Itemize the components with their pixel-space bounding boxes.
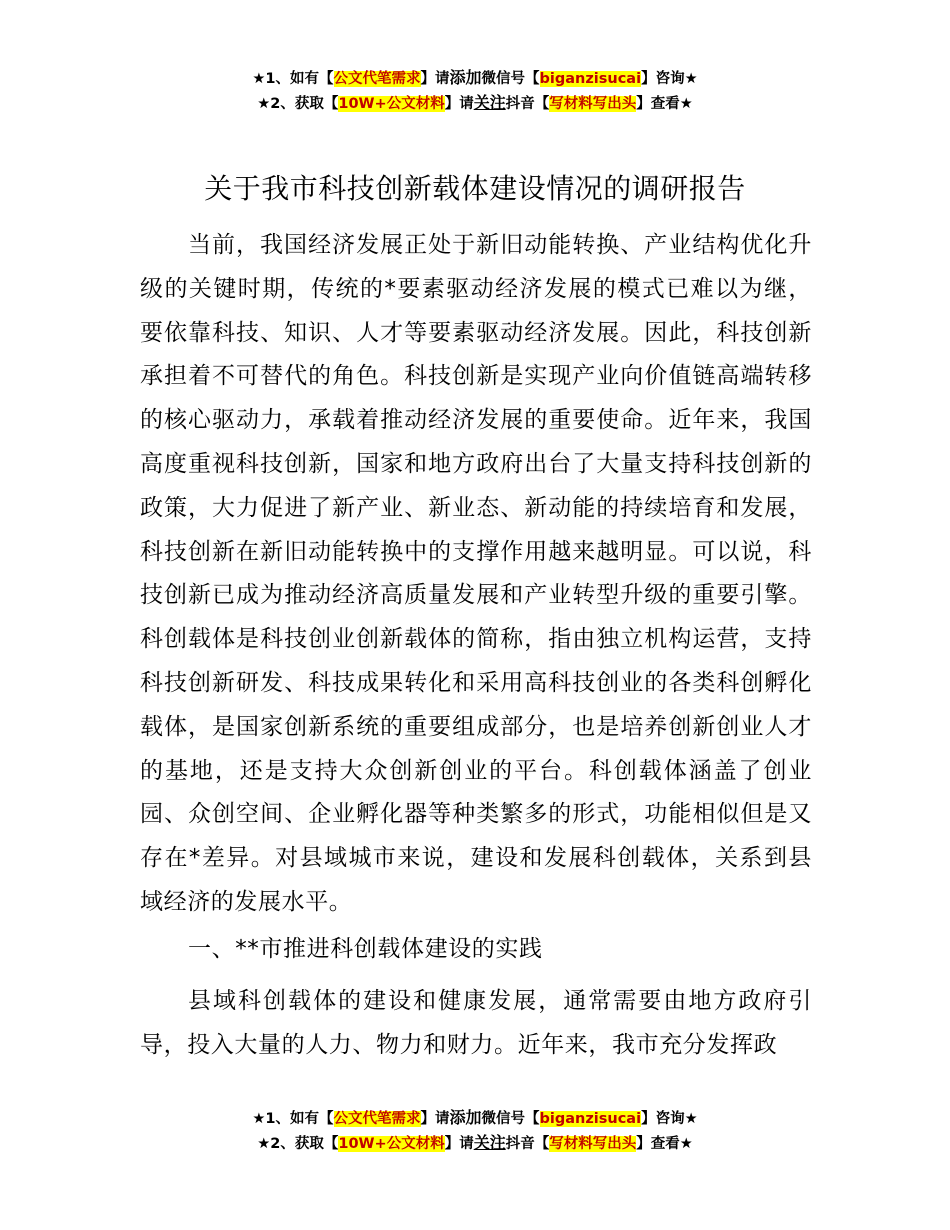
- banner-highlight: 10W+公文材料: [338, 1136, 445, 1152]
- paragraph: 当前，我国经济发展正处于新旧动能转换、产业结构优化升级的关键时期，传统的*要素驱动经济发展的模式已难以为继，要依靠科技、知识、人才等要素驱动经济发展。因此，科技创新承担着不可替代的角色。科技创新是实现产业向价值链高端转移的核心驱动力，承载着推动经济发展的重要使命。近年来，我国高度重视科技创新，国家和地方政府出台了大量支持科技创新的政策，大力促进了新产业、新业态、新动能的持续培育和发展，科技创新在新旧动能转换中的支撑作用越来越明显。可以说，科技创新已成为推动经济高质量发展和产业转型升级的重要引擎。科创载体是科技创业创新载体的简称，指由独立机构运营，支持科技创新研发、科技成果转化和采用高科技创业的各类科创孵化载体，是国家创新系统的重要组成部分，也是培养创新创业人才的基地，还是支持大众创新创业的平台。科创载体涵盖了创业园、众创空间、企业孵化器等种类繁多的形式，功能相似但是又存在*差异。对县域城市来说，建设和发展科创载体，关系到县域经济的发展水平。: [140, 232, 812, 915]
- paragraph: 县域科创载体的建设和健康发展，通常需要由地方政府引导，投入大量的人力、物力和财力。近年来，我市充分发挥政: [140, 988, 812, 1058]
- banner-highlight: 公文代笔需求: [333, 71, 421, 87]
- banner-wechat-id: biganzisucai: [539, 71, 642, 87]
- top-banner: [0, 66, 950, 116]
- banner-highlight: 10W+公文材料: [338, 96, 445, 112]
- banner-douyin-name: 写材料写出头: [549, 96, 637, 112]
- document-title: 关于我市科技创新载体建设情况的调研报告: [204, 172, 746, 205]
- document-body: [140, 224, 812, 925]
- banner-wechat-id: biganzisucai: [539, 1111, 642, 1127]
- banner-line-1: ★1、如有【公文代笔需求】请添加微信号【biganzisucai】咨询★: [252, 68, 698, 87]
- banner-line-2: ★2、获取【10W+公文材料】请关注抖音【写材料写出头】查看★: [257, 1133, 693, 1152]
- document-body-continued: [140, 980, 812, 1068]
- banner-highlight: 公文代笔需求: [333, 1111, 421, 1127]
- banner-douyin-name: 写材料写出头: [549, 1136, 637, 1152]
- banner-line-2: ★2、获取【10W+公文材料】请关注抖音【写材料写出头】查看★: [257, 93, 693, 112]
- section-heading: 一、**市推进科创载体建设的实践: [188, 936, 543, 962]
- bottom-banner: [0, 1106, 950, 1156]
- banner-line-1: ★1、如有【公文代笔需求】请添加微信号【biganzisucai】咨询★: [252, 1108, 698, 1127]
